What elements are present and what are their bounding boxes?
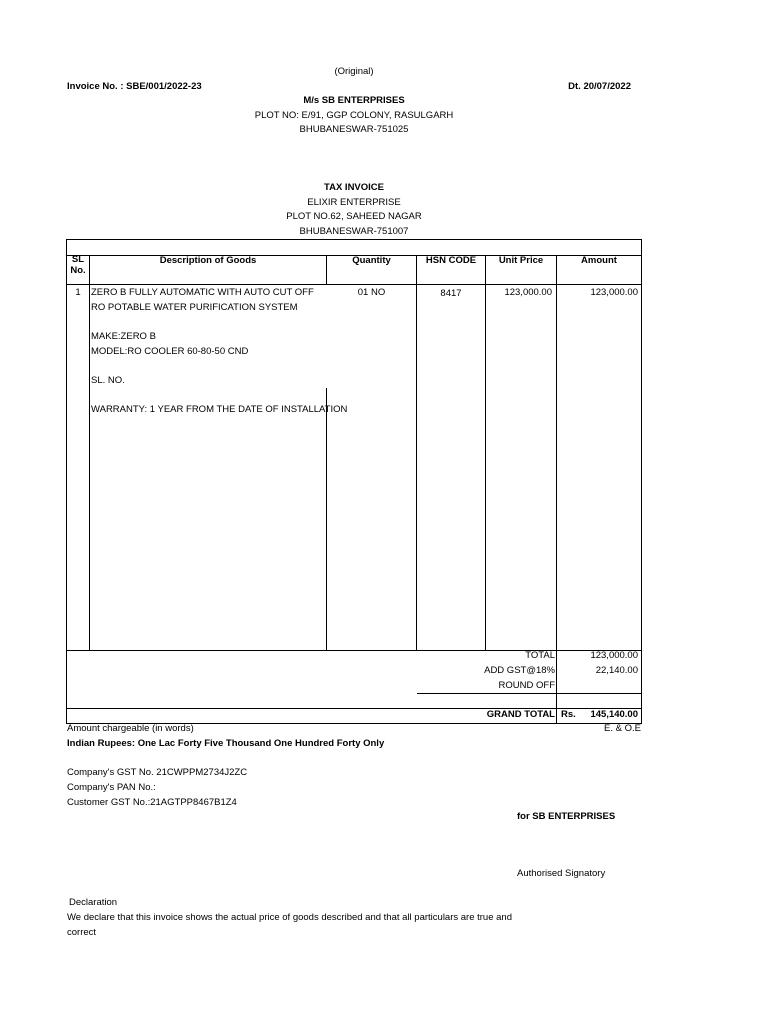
item-serial-no: SL. NO. <box>91 375 125 386</box>
company-pan-number: Company's PAN No.: <box>67 782 156 793</box>
invoice-date: Dt. 20/07/2022 <box>568 81 631 92</box>
header-sl-line1: SL <box>71 254 85 265</box>
grand-total-currency: Rs. <box>561 709 576 720</box>
buyer-address-line1: PLOT NO.62, SAHEED NAGAR <box>286 211 422 222</box>
item-model: MODEL:RO COOLER 60-80-50 CND <box>91 346 249 357</box>
declaration-text-line2: correct <box>67 927 97 938</box>
item-unit-price: 123,000.00 <box>504 287 552 298</box>
item-description-line2: RO POTABLE WATER PURIFICATION SYSTEM <box>91 302 298 313</box>
eoe-label: E. & O.E <box>604 723 641 734</box>
buyer-name: ELIXIR ENTERPRISE <box>307 197 401 208</box>
declaration-text-line1: We declare that this invoice shows the actual price of goods described and that all particulars are true and <box>67 912 512 923</box>
round-off-label: ROUND OFF <box>498 680 555 691</box>
amount-in-words-label: Amount chargeable (in words) <box>67 723 194 734</box>
document-title: TAX INVOICE <box>324 182 384 193</box>
grand-total-label: GRAND TOTAL <box>486 709 555 720</box>
original-label: (Original) <box>334 66 374 77</box>
item-hsn-code: 8417 <box>440 288 462 299</box>
header-amount: Amount <box>581 255 617 266</box>
company-gst-number: Company's GST No. 21CWPPM2734J2ZC <box>67 767 248 778</box>
gst-label: ADD GST@18% <box>484 665 555 676</box>
customer-gst-number: Customer GST No.:21AGTPP8467B1Z4 <box>67 797 237 808</box>
item-warranty: WARRANTY: 1 YEAR FROM THE DATE OF INSTALLATION <box>91 404 348 415</box>
amount-in-words: Indian Rupees: One Lac Forty Five Thousand One Hundred Forty Only <box>67 738 385 749</box>
header-quantity: Quantity <box>352 255 391 266</box>
for-company-label: for SB ENTERPRISES <box>517 811 616 822</box>
header-description: Description of Goods <box>159 255 257 266</box>
total-value: 123,000.00 <box>590 650 638 661</box>
item-sl: 1 <box>75 287 81 298</box>
total-label: TOTAL <box>525 650 555 661</box>
authorised-signatory: Authorised Signatory <box>517 868 606 879</box>
item-quantity: 01 NO <box>357 287 386 298</box>
gst-value: 22,140.00 <box>595 665 638 676</box>
header-sl-line2: No. <box>70 265 86 276</box>
seller-address-line2: BHUBANESWAR-751025 <box>299 124 409 135</box>
declaration-title: Declaration <box>69 897 118 908</box>
header-hsn-code: HSN CODE <box>425 255 477 266</box>
header-unit-price: Unit Price <box>498 255 544 266</box>
grand-total-value: 145,140.00 <box>590 709 638 720</box>
item-make: MAKE:ZERO B <box>91 331 156 342</box>
buyer-address-line2: BHUBANESWAR-751007 <box>299 226 409 237</box>
seller-name: M/s SB ENTERPRISES <box>303 95 405 106</box>
seller-address-line1: PLOT NO: E/91, GGP COLONY, RASULGARH <box>254 110 454 121</box>
item-description-line1: ZERO B FULLY AUTOMATIC WITH AUTO CUT OFF <box>91 287 314 298</box>
invoice-number: Invoice No. : SBE/001/2022-23 <box>67 81 202 92</box>
item-amount: 123,000.00 <box>590 287 638 298</box>
